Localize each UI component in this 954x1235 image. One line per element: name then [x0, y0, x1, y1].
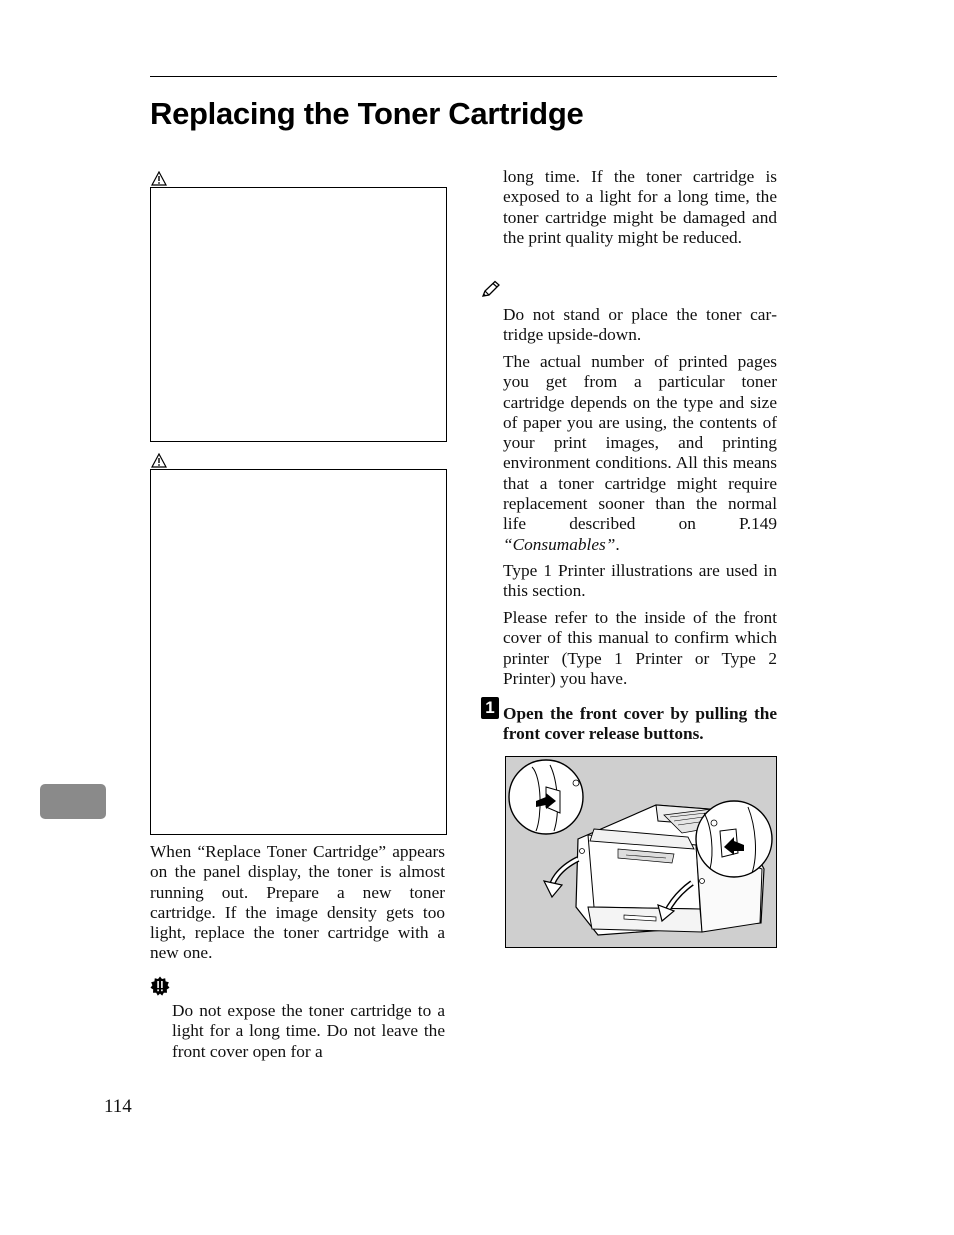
warning-icon — [151, 171, 167, 186]
important-icon — [150, 976, 170, 996]
important-text: Do not expose the toner cartridge to a light for a long time. Do not leave the front cover open for a — [172, 1001, 445, 1061]
pencil-note-icon — [481, 280, 501, 298]
note-paragraph: Do not stand or place the toner cartridge upside-down. — [503, 305, 777, 345]
note-paragraph: Please refer to the inside of the front cover of this manual to confirm which printer (Type 1 Printer or Type 2 Printer) you have. — [503, 608, 777, 688]
printer-illustration — [505, 756, 777, 948]
note-paragraph: Type 1 Printer illustrations are used in this section. — [503, 561, 777, 601]
warning-box — [150, 469, 447, 835]
step-instruction: Open the front cover by pulling the front cover release buttons. — [503, 704, 777, 744]
important-continued-text: long time. If the toner cartridge is exposed to a light for a long time, the toner cartridge might be damaged and the print quality might be reduced. — [503, 167, 777, 247]
chapter-tab — [40, 784, 106, 819]
page-title: Replacing the Toner Cartridge — [150, 96, 584, 131]
note-paragraph: The actual number of printed pages you get from a particular toner cartridge depends on the type and size of paper you are using, the contents of your print images, and printing environment conditions. All this means that a toner cartridge might require replacement sooner than the normal life described on P.149 “Consumables”. — [503, 352, 777, 554]
step-number: 1 — [481, 697, 499, 719]
page-number: 114 — [104, 1096, 132, 1117]
warning-icon — [151, 453, 167, 468]
printer-front-cover-drawing — [506, 757, 776, 947]
intro-paragraph: When “Replace Toner Cartridge” appears on the panel display, the toner is almost running out. Prepare a new toner cartridge. If the image density gets too light, replace the toner cartridge with a new one. — [150, 842, 445, 963]
header-rule — [150, 76, 777, 77]
warning-box — [150, 187, 447, 442]
cross-reference: “Consumables” — [503, 534, 616, 554]
